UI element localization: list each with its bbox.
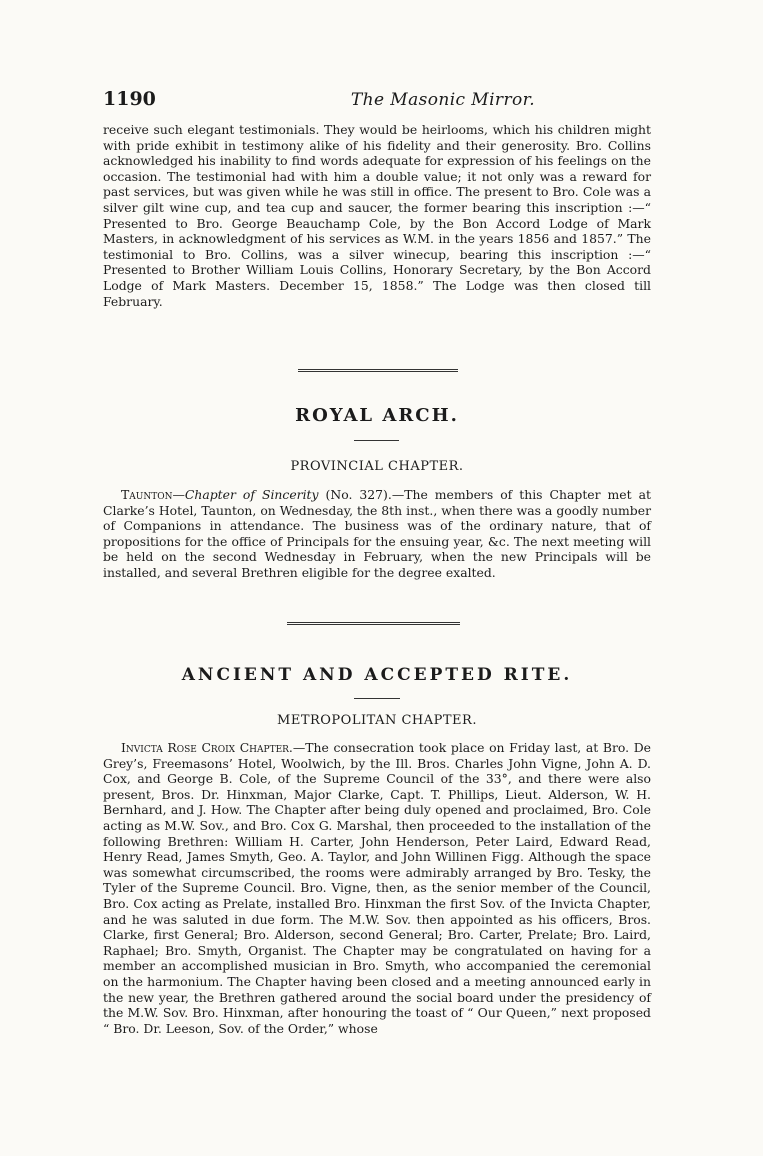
section-divider-2 — [287, 622, 460, 625]
royal-arch-heading: ROYAL ARCH. — [295, 405, 459, 426]
section-divider — [298, 369, 458, 372]
royal-arch-chapter-name: —Chapter of Sincerity — [172, 487, 319, 502]
ancient-rite-text: —The consecration took place on Friday last, at Bro. De Grey’s, Freemasons’ Hotel, Woolwich, by the Ill. Bros. Charles John Vigne, John A. D. Cox, and George B. Cole, of the Supreme Council of the 33°, and there were also present, Bros. Dr. Hinxman, Major Clarke, Capt. T. Phillips, Lieut. Alderson, W. H. Bernhard, and J. How. The Chapter after being duly opened and proclaimed, Bro. Cole acting as M.W. Sov., and Bro. Cox G. Marshal, then proceeded to the installation of the following Brethren: William H. Carter, John Henderson, Peter Laird, Edward Read, Henry Read, James Smyth, Geo. A. Taylor, and John Willinen Figg. Although the space was somewhat circumscribed, the rooms were admirably arranged by Bro. Tesky, the Tyler of the Supreme Council. Bro. Vigne, then, as the senior member of the Council, Bro. Cox acting as Prelate, installed Bro. Hinxman the first Sov. of the Invicta Chapter, and he was saluted in due form. The M.W. Sov. then appointed as his officers, Bros. Clarke, first General; Bro. Alderson, second General; Bro. Carter, Prelate; Bro. Laird, Raphael; Bro. Smyth, Organist. The Chapter may be congratulated on having for a member an accomplished musician in Bro. Smyth, who accompanied the ceremonial on the harmonium. The Chapter having been closed and a meeting announced early in the new year, the Brethren gathered around the social board under the presidency of the M.W. Sov. Bro. Hinxman, after honouring the toast of “ Our Queen,” next proposed “ Bro. Dr. Leeson, Sov. of the Order,” whose — [103, 740, 652, 1036]
royal-arch-text: (No. 327).—The members of this Chapter met at Clarke’s Hotel, Taunton, on Wednesday, the 8th inst., when there was a goodly number of Companions in attendance. The business was of the ordinary nature, that of propositions for the office of Principals for the ensuing year, &c. The next meeting will be held on the second Wednesday in February, when the new Principals will be installed, and several Brethren eligible for the degree exalted. — [103, 487, 651, 580]
royal-arch-place: Taunton — [121, 487, 173, 502]
metropolitan-chapter-subheading: METROPOLITAN CHAPTER. — [277, 713, 477, 728]
ancient-rite-heading: ANCIENT AND ACCEPTED RITE. — [181, 665, 573, 685]
royal-arch-paragraph — [103, 487, 651, 581]
page-number: 1190 — [103, 88, 156, 110]
ancient-rite-lead: Invicta Rose Croix Chapter. — [121, 740, 293, 755]
heading-underline — [354, 440, 399, 441]
page-header — [103, 88, 651, 118]
ancient-rite-paragraph — [103, 740, 651, 1036]
heading-underline-2 — [354, 698, 400, 699]
provincial-chapter-subheading: PROVINCIAL CHAPTER. — [290, 459, 464, 474]
running-title: The Masonic Mirror. — [350, 90, 536, 110]
mark-masters-paragraph: receive such elegant testimonials. They would be heirlooms, which his children might with pride exhibit in testimony alike of his fidelity and their generosity. Bro. Collins acknowledged his inability to find words adequate for expression of his feelings on the occasion. The testimonial had with him a double value; it not only was a reward for past services, but was given while he was still in office. The present to Bro. Cole was a silver gilt wine cup, and tea cup and saucer, the former bearing this inscription :—“ Presented to Bro. George Beauchamp Cole, by the Bon Accord Lodge of Mark Masters, in acknowledgment of his services as W.M. in the years 1856 and 1857.” The testimonial to Bro. Collins, was a silver winecup, bearing this inscription :—“ Presented to Brother William Louis Collins, Honorary Secretary, by the Bon Accord Lodge of Mark Masters. December 15, 1858.” The Lodge was then closed till February. — [103, 122, 651, 309]
